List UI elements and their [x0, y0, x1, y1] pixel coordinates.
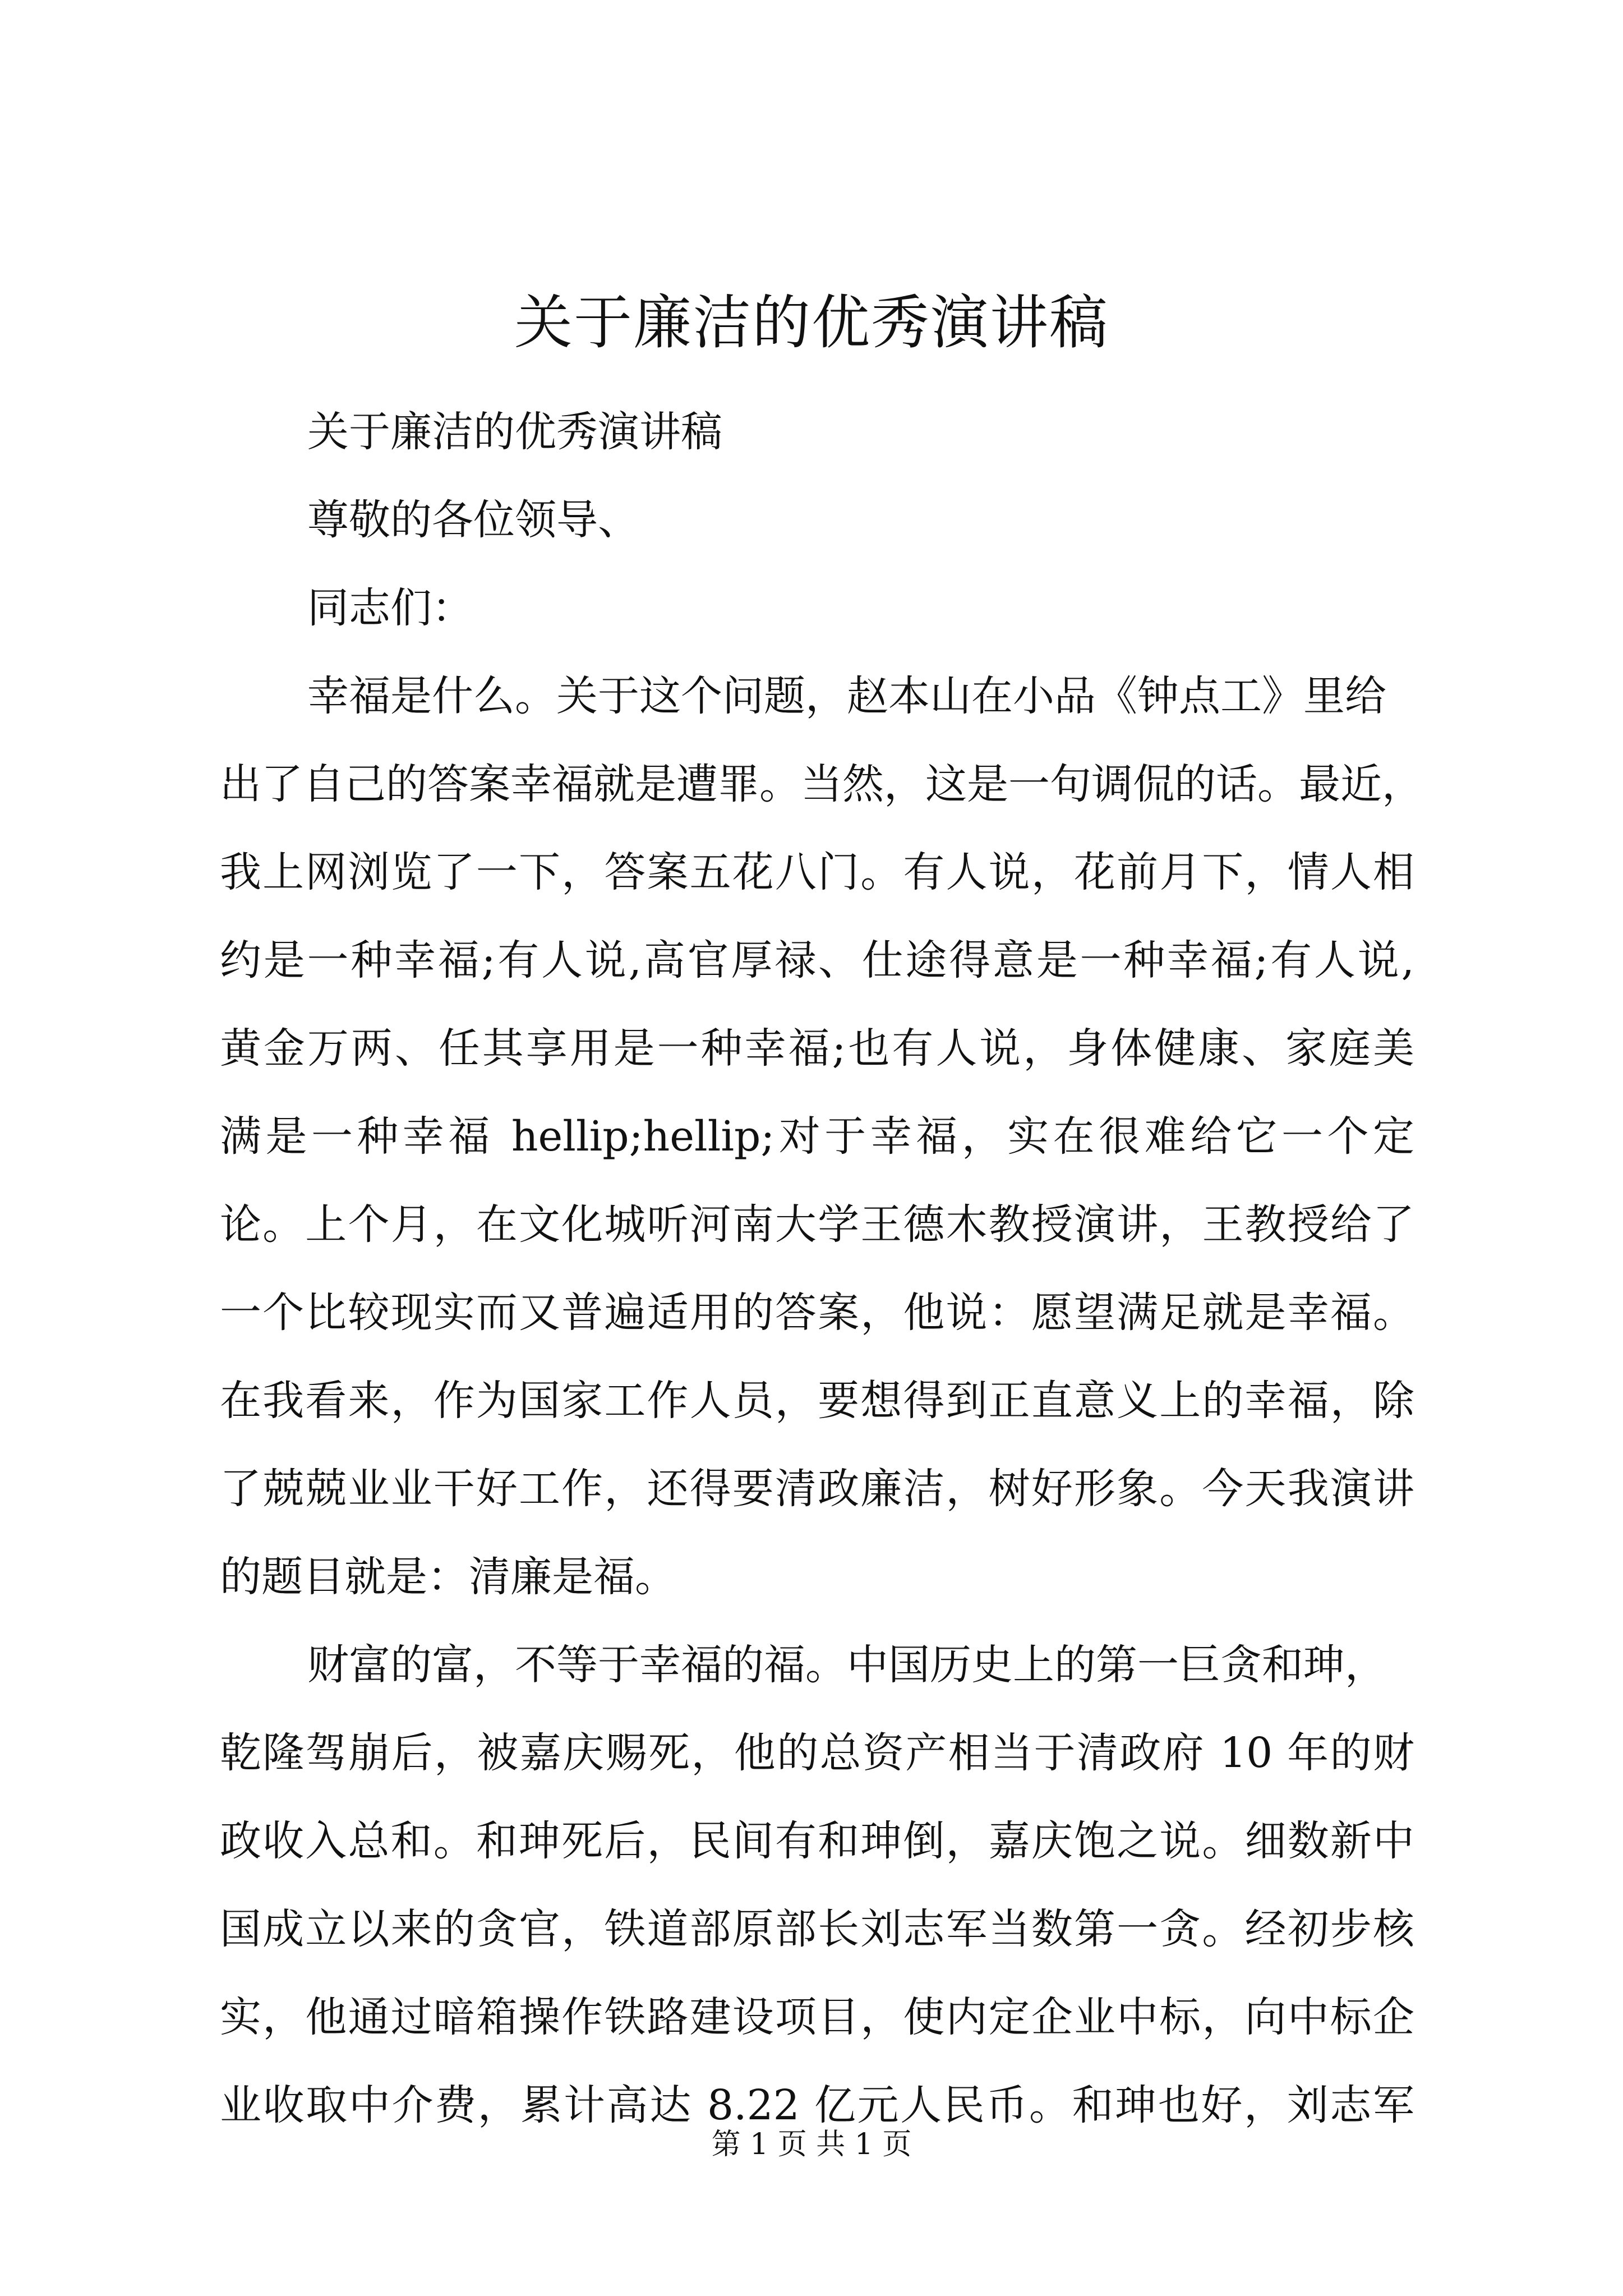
- body-line: 关于廉洁的优秀演讲稿: [307, 408, 722, 456]
- body-line: 国成立以来的贪官，铁道部原部长刘志军当数第一贪。经初步核: [220, 1905, 1414, 1953]
- body-line: 黄金万两、任其享用是一种幸福;也有人说，身体健康、家庭美: [220, 1024, 1414, 1073]
- body-line: 尊敬的各位领导、: [307, 496, 639, 544]
- body-line: 一个比较现实而又普遍适用的答案，他说：愿望满足就是幸福。: [220, 1289, 1414, 1337]
- body-line: 在我看来，作为国家工作人员，要想得到正直意义上的幸福，除: [220, 1377, 1414, 1425]
- document-body: [220, 388, 1423, 2150]
- body-line: 业收取中介费，累计高达 8.22 亿元人民币。和珅也好，刘志军: [220, 2081, 1414, 2129]
- document-title: 关于廉洁的优秀演讲稿: [514, 288, 1109, 357]
- body-line: 实，他通过暗箱操作铁路建设项目，使内定企业中标，向中标企: [220, 1993, 1414, 2041]
- body-line: 了兢兢业业干好工作，还得要清政廉洁，树好形象。今天我演讲: [220, 1465, 1414, 1513]
- body-line: 我上网浏览了一下，答案五花八门。有人说，花前月下，情人相: [220, 848, 1414, 896]
- body-line: 约是一种幸福;有人说,高官厚禄、仕途得意是一种幸福;有人说,: [220, 936, 1414, 984]
- body-line: 论。上个月，在文化城听河南大学王德木教授演讲，王教授给了: [220, 1200, 1414, 1249]
- body-line: 财富的富，不等于幸福的福。中国历史上的第一巨贪和珅，: [307, 1641, 1386, 1689]
- body-line: 同志们：: [307, 584, 473, 632]
- page-footer: 第 1 页 共 1 页: [711, 2128, 912, 2161]
- body-line: 政收入总和。和珅死后，民间有和珅倒，嘉庆饱之说。细数新中: [220, 1817, 1414, 1865]
- body-line: 出了自己的答案幸福就是遭罪。当然，这是一句调侃的话。最近，: [220, 760, 1423, 808]
- body-line: 的题目就是：清廉是福。: [220, 1553, 676, 1601]
- body-line: 幸福是什么。关于这个问题，赵本山在小品《钟点工》里给: [307, 672, 1386, 720]
- body-line: 乾隆驾崩后，被嘉庆赐死，他的总资产相当于清政府 10 年的财: [220, 1729, 1414, 1777]
- body-line: 满是一种幸福 hellip;hellip;对于幸福，实在很难给它一个定: [220, 1112, 1414, 1161]
